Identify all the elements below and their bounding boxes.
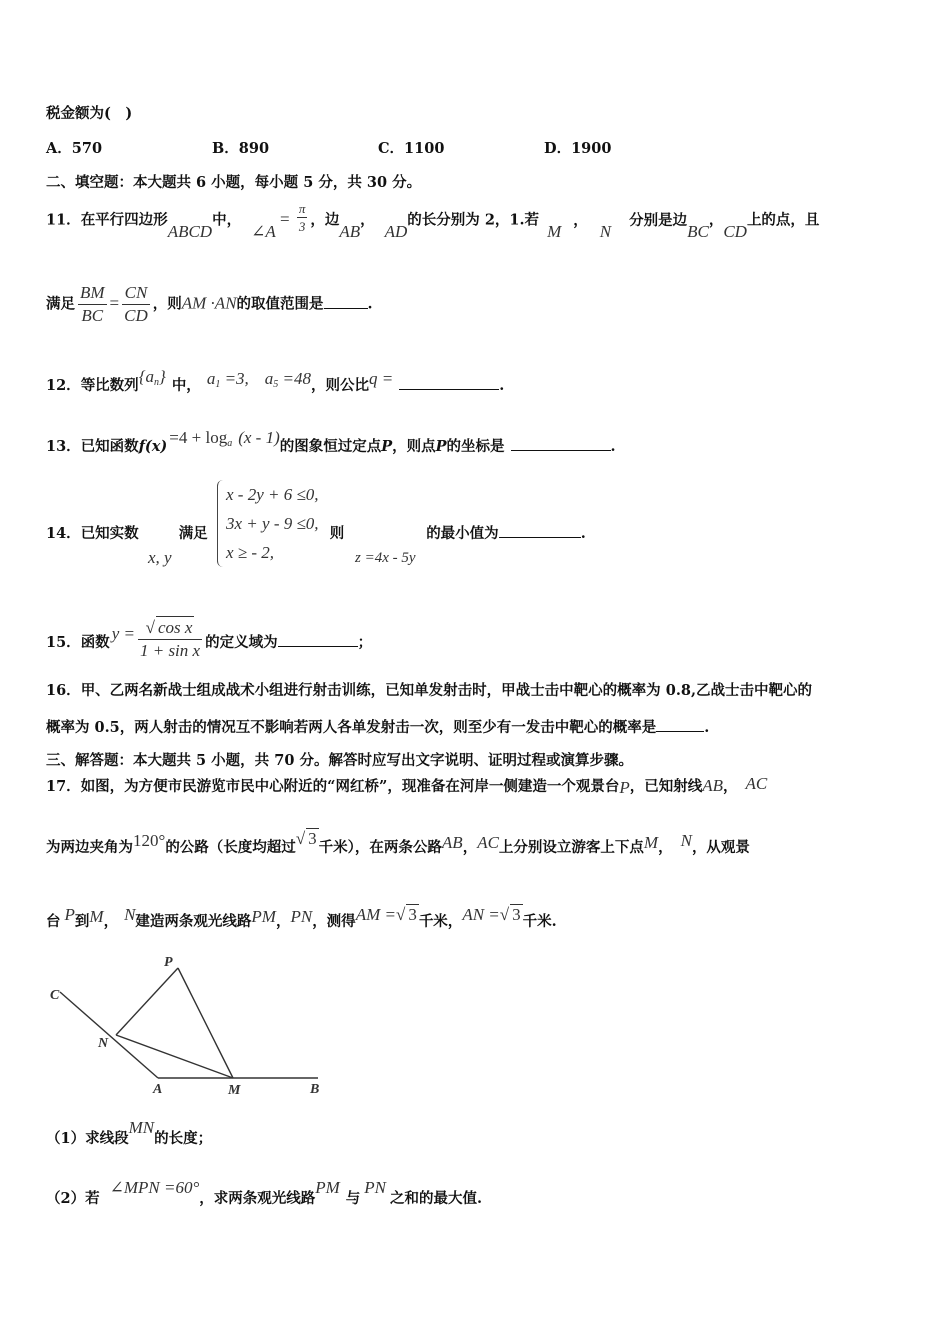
- label-c: C: [50, 988, 60, 1003]
- q11-line2: 满足 $\frac{BM}{BC}$ = $\frac{CN}{CD}$ ，则AM ·AN的取值范围是 .: [46, 283, 373, 325]
- answer-blank[interactable]: [656, 731, 704, 732]
- option-b: B．890: [212, 140, 270, 157]
- q11-line1: 11．在平行四边形ABCD中，∠A = $\frac{\pi}{3}$ ，边AB，AD的长分别为 2，1.若M，N分别是边BC，CD上的点，且: [46, 201, 820, 241]
- cn-over-cd: $\frac{CN}{CD}$: [124, 283, 148, 325]
- section-2-heading: 二、填空题：本大题共 6 小题，每小题 5 分，共 30 分。: [46, 174, 422, 191]
- geometry-figure: [40, 950, 340, 1100]
- answer-blank[interactable]: [499, 537, 581, 538]
- pi-over-3: $\frac{\pi}{3}$: [298, 201, 306, 234]
- label-a: A: [153, 1082, 163, 1097]
- answer-blank[interactable]: [399, 389, 499, 390]
- label-m: M: [228, 1083, 241, 1098]
- q17-line1: 17．如图，为方便市民游览市民中心附近的“网红桥”，现准备在河岸一侧建造一个观景台P，已知射线AB， AC: [46, 774, 768, 797]
- option-a: A．570: [46, 140, 103, 157]
- option-d: D．1900: [544, 140, 612, 157]
- label-p: P: [164, 955, 173, 970]
- q13: 13．已知函数$f(x) =4 + \log_a (x - 1)$的图象恒过定点P，则点P的坐标是 .: [46, 428, 616, 455]
- answer-blank[interactable]: [278, 646, 358, 647]
- segment-np: [116, 968, 178, 1035]
- answer-blank[interactable]: [324, 308, 368, 309]
- cos-fraction: $\frac{\text{√ cos x}}{\text{1 + sin x}}$: [139, 618, 201, 660]
- q12: 12．等比数列$\{a_n\}$ 中， $a_1 =3$, $a_5 =48$，则公比q = .: [46, 367, 505, 394]
- label-n: N: [98, 1036, 109, 1051]
- q16-line2: 概率为 0.5，两人射击的情况互不影响若两人各单发射击一次，则至少有一发击中靶心的概率是 .: [46, 719, 710, 736]
- option-c: C．1100: [378, 140, 445, 157]
- q14-objective: z =4x - 5y: [355, 550, 416, 566]
- q15: 15．函数 y = $\frac{\text{√ cos x}}{\text{1 + sin x}}$ 的定义域为 ；: [46, 618, 373, 660]
- q16-line1: 16．甲、乙两名新战士组成战术小组进行射击训练，已知单发射击时，甲战士击中靶心的概率为 0.8,乙战士击中靶心的: [46, 682, 813, 699]
- constraint-system: x - 2y + 6 ≤0, 3x + y - 9 ≤0, x ≥ - 2,: [217, 480, 319, 567]
- section-3-heading: 三、解答题：本大题共 5 小题，共 70 分。解答时应写出文字说明、证明过程或演算步骤。: [46, 752, 633, 769]
- part-2: （2）若∠MPN =60°，求两条观光线路PM与PN之和的最大值.: [46, 1178, 483, 1207]
- q14-xy: x, y: [148, 548, 172, 567]
- bm-over-bc: $\frac{BM}{BC}$: [80, 283, 105, 325]
- part-1: （1）求线段MN的长度；: [46, 1118, 213, 1147]
- q10-tail: 税金额为( ): [46, 105, 133, 122]
- q17-line2: 为两边夹角为120°的公路（长度均超过√ 3 千米），在两条公路AB，AC上分别设立游客上下点M， N，从观景: [46, 829, 750, 856]
- q10-options: [46, 137, 710, 158]
- q14: 14．已知实数 满足 则 的最小值为 .: [46, 525, 586, 542]
- answer-blank[interactable]: [511, 450, 611, 451]
- q17-line3: 台 P到M， N建造两条观光线路PM，PN，测得AM =√ 3 千米，AN =√ 3 千米.: [46, 905, 557, 930]
- label-b: B: [310, 1082, 320, 1097]
